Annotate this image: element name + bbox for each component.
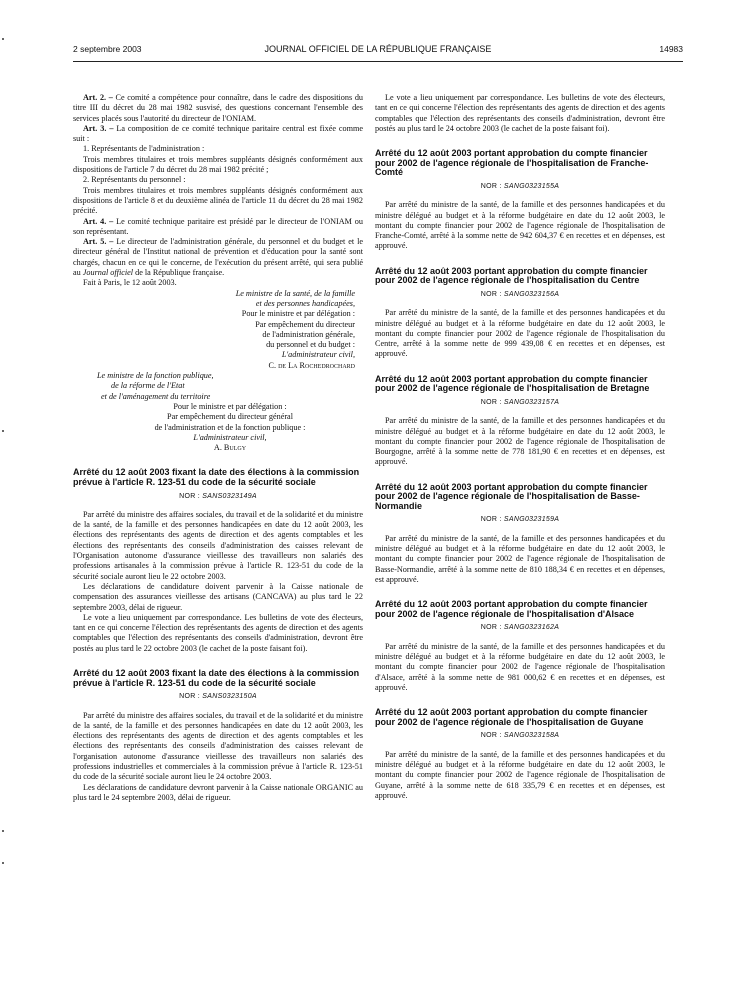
rep-admin-heading: 1. Représentants de l'administration : [83,144,205,154]
sig-line: Pour le ministre et par délégation : [173,401,287,411]
arrete-title: Arrêté du 12 août 2003 portant approbation du compte financier pour 2002 de l'agence régionale de l'hospitalisation de Guyane [375,707,648,727]
arrete-paragraph: Par arrêté du ministre de la santé, de la famille et des personnes handicapées et du ministre délégué au budget et à la réforme budgétaire en date du 12 août 2003, le montant du compte financier pour 2002 de l'agence régionale de l'hospitalisation de Basse-Normandie, arrêté à la somme nette de 810 188,34 € en recettes et en dépenses, est approuvé. [375,533,665,584]
sig-line: Par empêchement du directeur [255,319,355,329]
nor-label: NOR : [480,398,504,406]
article-text: La composition de ce comité technique paritaire central est fixée comme suit : [73,123,363,144]
signatory-name: A. Bulgy [213,443,247,453]
arrete-title: Arrêté du 12 août 2003 portant approbation du compte financier pour 2002 de l'agence régionale de l'hospitalisation d'Alsace [375,599,648,619]
margin-mark [2,830,4,832]
nor-code: SANG0323156A [503,290,560,298]
sig-line: Le ministre de la santé, de la famille [235,288,355,298]
sig-line: Le ministre de la fonction publique, [97,371,214,381]
article-text: Ce comité a compétence pour connaître, dans le cadre des dispositions du titre III du décret du 28 mai 1982 susvisé, des questions concernant l'ensemble des services placés sous l'autorité du directeur de l'ONIAM. [73,93,364,123]
nor-label: NOR : [179,693,203,701]
nor-label: NOR : [480,182,504,190]
nor-reference [73,692,363,702]
arrete-paragraph: Les déclarations de candidature devront parvenir à la Caisse nationale ORGANIC au plus tard le 24 septembre 2003, délai de rigueur. [73,782,363,802]
rep-pers-text: Trois membres titulaires et trois membres suppléants désignés conformément aux dispositions de l'article 8 et du deuxième alinéa de l'article 11 du décret du 28 mai 1982 précité. [73,185,363,216]
page-header [73,44,683,58]
article-text: de la République française. [133,268,225,278]
nor-reference [375,731,665,741]
arrete-paragraph: Par arrêté du ministre des affaires sociales, du travail et de la solidarité et du ministre de la santé, de la famille et des personnes handicapées en date du 12 août 2003, les élections des représentants des agents de direction et des agents comptables et les élections des représentants des conseils d'administration des caisses relevant de l'Organisation autonome d'assurance vieillesse des travailleurs non salariés des professions artisanales à la commission prévue à l'article R. 123-51 du code de la sécurité sociale auront lieu le 22 octobre 2003. [73,509,363,581]
arrete-paragraph: Par arrêté du ministre de la santé, de la famille et des personnes handicapées et du ministre délégué au budget et à la réforme budgétaire en date du 12 août 2003, le montant du compte financier pour 2002 de l'agence régionale de l'hospitalisation du Centre, arrêté à la somme nette de 999 439,08 € en recettes et en dépenses, est approuvé. [375,308,665,359]
nor-code: SANS0323150A [202,693,257,701]
arrete-title: Arrêté du 12 août 2003 fixant la date des élections à la commission prévue à l'article R. 123-51 du code de la sécurité sociale [73,668,360,688]
nor-code: SANG0323157A [503,398,560,406]
fait-a-paris: Fait à Paris, le 12 août 2003. [83,278,177,288]
sig-line: du personnel et du budget : [266,340,355,350]
article-label: Art. 2. – [83,93,113,102]
sig-line: et des personnes handicapées, [255,298,355,308]
article-text: Le directeur de l'administration générale, du personnel et du budget et le directeur général de l'Institut national de prévention et d'éducation pour la santé sont chargés, chacun en ce qui le concerne, de l'exécution du présent arrêté, qui sera publié au [73,237,363,278]
article-2 [73,93,363,124]
article-3 [73,124,363,145]
nor-label: NOR : [179,492,203,500]
nor-code: SANG0323155A [503,182,560,190]
nor-label: NOR : [480,732,504,740]
nor-code: SANS0323149A [202,492,257,500]
sig-line: et de l'aménagement du territoire [101,391,211,401]
arrete-paragraph: Par arrêté du ministre de la santé, de la famille et des personnes handicapées et du ministre délégué au budget et à la réforme budgétaire en date du 12 août 2003, le montant du compte financier pour 2002 de l'agence régionale de l'hospitalisation de Franche-Comté, arrêté à la somme nette de 942 604,37 € en recettes et en dépenses, est approuvé. [375,200,665,251]
margin-mark [2,38,4,40]
arrete-title: Arrêté du 12 août 2003 portant approbation du compte financier pour 2002 de l'agence régionale de l'hospitalisation de Bretagne [375,373,650,394]
nor-reference [375,623,665,633]
margin-mark [2,862,4,864]
article-label: Art. 5. – [83,237,114,247]
nor-code: SANG0323159A [503,516,560,524]
arrete-title: Arrêté du 12 août 2003 portant approbation du compte financier pour 2002 de l'agence régionale de l'hospitalisation de Basse-Normandie [375,481,648,511]
nor-label: NOR : [480,516,504,524]
right-column [375,93,665,801]
article-label: Art. 3. – [83,123,114,133]
arrete-title: Arrêté du 12 août 2003 portant approbation du compte financier pour 2002 de l'agence régionale de l'hospitalisation de Franche-Comté [375,148,649,178]
sig-line: de l'administration et de la fonction publique : [154,422,306,432]
arrete-paragraph: Par arrêté du ministre des affaires sociales, du travail et de la solidarité et du ministre de la santé, de la famille et des personnes handicapées en date du 12 août 2003, les élections des représentants des agents de direction et des agents comptables et les élections des représentants des conseils d'administration des caisses relevant de l'organisation autonome d'assurance vieillesse des travailleurs non salariés des professions industrielles et commerciales à la commission prévue à l'article R. 123-51 du code de la sécurité sociale auront lieu le 24 octobre 2003. [73,710,363,782]
header-date: 2 septembre 2003 [73,44,142,54]
nor-reference [375,182,665,192]
margin-mark [2,430,4,432]
sig-line: L'administrateur civil, [281,350,355,360]
nor-label: NOR : [480,624,504,632]
header-rule [73,61,683,62]
sig-line: Pour le ministre et par délégation : [241,309,355,319]
left-column [73,93,363,803]
nor-reference [73,492,363,502]
arrete-paragraph: Par arrêté du ministre de la santé, de la famille et des personnes handicapées et du ministre délégué au budget et à la réforme budgétaire en date du 12 août 2003, le montant du compte financier pour 2002 de l'agence régionale de l'hospitalisation d'Alsace, arrêté à la somme nette de 981 000,62 € en recettes et en dépenses, est approuvé. [375,641,665,692]
article-label: Art. 4. – [83,216,114,226]
sig-line: de la réforme de l'Etat [111,381,185,391]
sig-line: de l'administration générale, [262,329,355,339]
arrete-paragraph: Les déclarations de candidature doivent parvenir à la Caisse nationale de compensation des assurances vieillesse des artisans (CANCAVA) au plus tard le 22 septembre 2003, délai de rigueur. [73,581,363,612]
article-text: Le comité technique paritaire est présidé par le directeur de l'ONIAM ou son représentant. [73,216,363,236]
signature-block-2 [73,371,363,453]
nor-code: SANG0323162A [503,624,560,632]
article-5 [73,237,363,278]
arrete-paragraph: Par arrêté du ministre de la santé, de la famille et des personnes handicapées et du ministre délégué au budget et à la réforme budgétaire en date du 12 août 2003, le montant du compte financier pour 2002 de l'agence régionale de l'hospitalisation de Guyane, arrêté à la somme nette de 618 335,79 € en recettes et en dépenses, est approuvé. [375,749,665,800]
nor-reference [375,290,665,300]
nor-code: SANG0323158A [503,732,560,740]
arrete-paragraph: Par arrêté du ministre de la santé, de la famille et des personnes handicapées et du ministre délégué au budget et à la réforme budgétaire en date du 12 août 2003, le montant du compte financier pour 2002 de l'agence régionale de l'hospitalisation de Bourgogne, arrêté à la somme nette de 778 181,90 € en recettes et en dépenses, est approuvé. [375,416,665,467]
article-4 [73,217,363,238]
journal-name: Journal officiel [82,268,134,278]
continued-paragraph: Le vote a lieu uniquement par correspondance. Les bulletins de vote des électeurs, tant en ce qui concerne l'élection des représentants des agents de direction et des agents comptables que l'élection des représentants des conseils d'administration, devront être postés au plus tard le 24 octobre 2003 (le cachet de la poste faisant foi). [375,93,665,133]
header-title: JOURNAL OFFICIEL DE LA RÉPUBLIQUE FRANÇAISE [264,44,492,54]
nor-label: NOR : [480,290,504,298]
sig-line: Par empêchement du directeur général [167,412,293,422]
signature-block-1 [73,289,363,371]
header-page-number: 14983 [659,44,683,54]
nor-reference [375,515,665,525]
signatory-name: C. de La Rochedrochard [268,360,355,370]
arrete-title: Arrêté du 12 août 2003 portant approbation du compte financier pour 2002 de l'agence régionale de l'hospitalisation du Centre [375,265,648,286]
nor-reference [375,398,665,408]
rep-pers-heading: 2. Représentants du personnel : [83,175,186,185]
arrete-title: Arrêté du 12 août 2003 fixant la date des élections à la commission prévue à l'article R. 123-51 du code de la sécurité sociale [73,467,360,487]
arrete-paragraph: Le vote a lieu uniquement par correspondance. Les bulletins de vote des électeurs, tant en ce qui concerne l'élection des représentants des agents de direction et des agents comptables que l'élection des représentants des conseils d'administration, devront être postés au plus tard le 22 octobre 2003 (le cachet de la poste faisant foi). [73,612,363,653]
sig-line: L'administrateur civil, [193,432,267,442]
rep-admin-text: Trois membres titulaires et trois membres suppléants désignés conformément aux dispositions de l'article 7 du décret du 28 mai 1982 précité ; [73,154,363,175]
